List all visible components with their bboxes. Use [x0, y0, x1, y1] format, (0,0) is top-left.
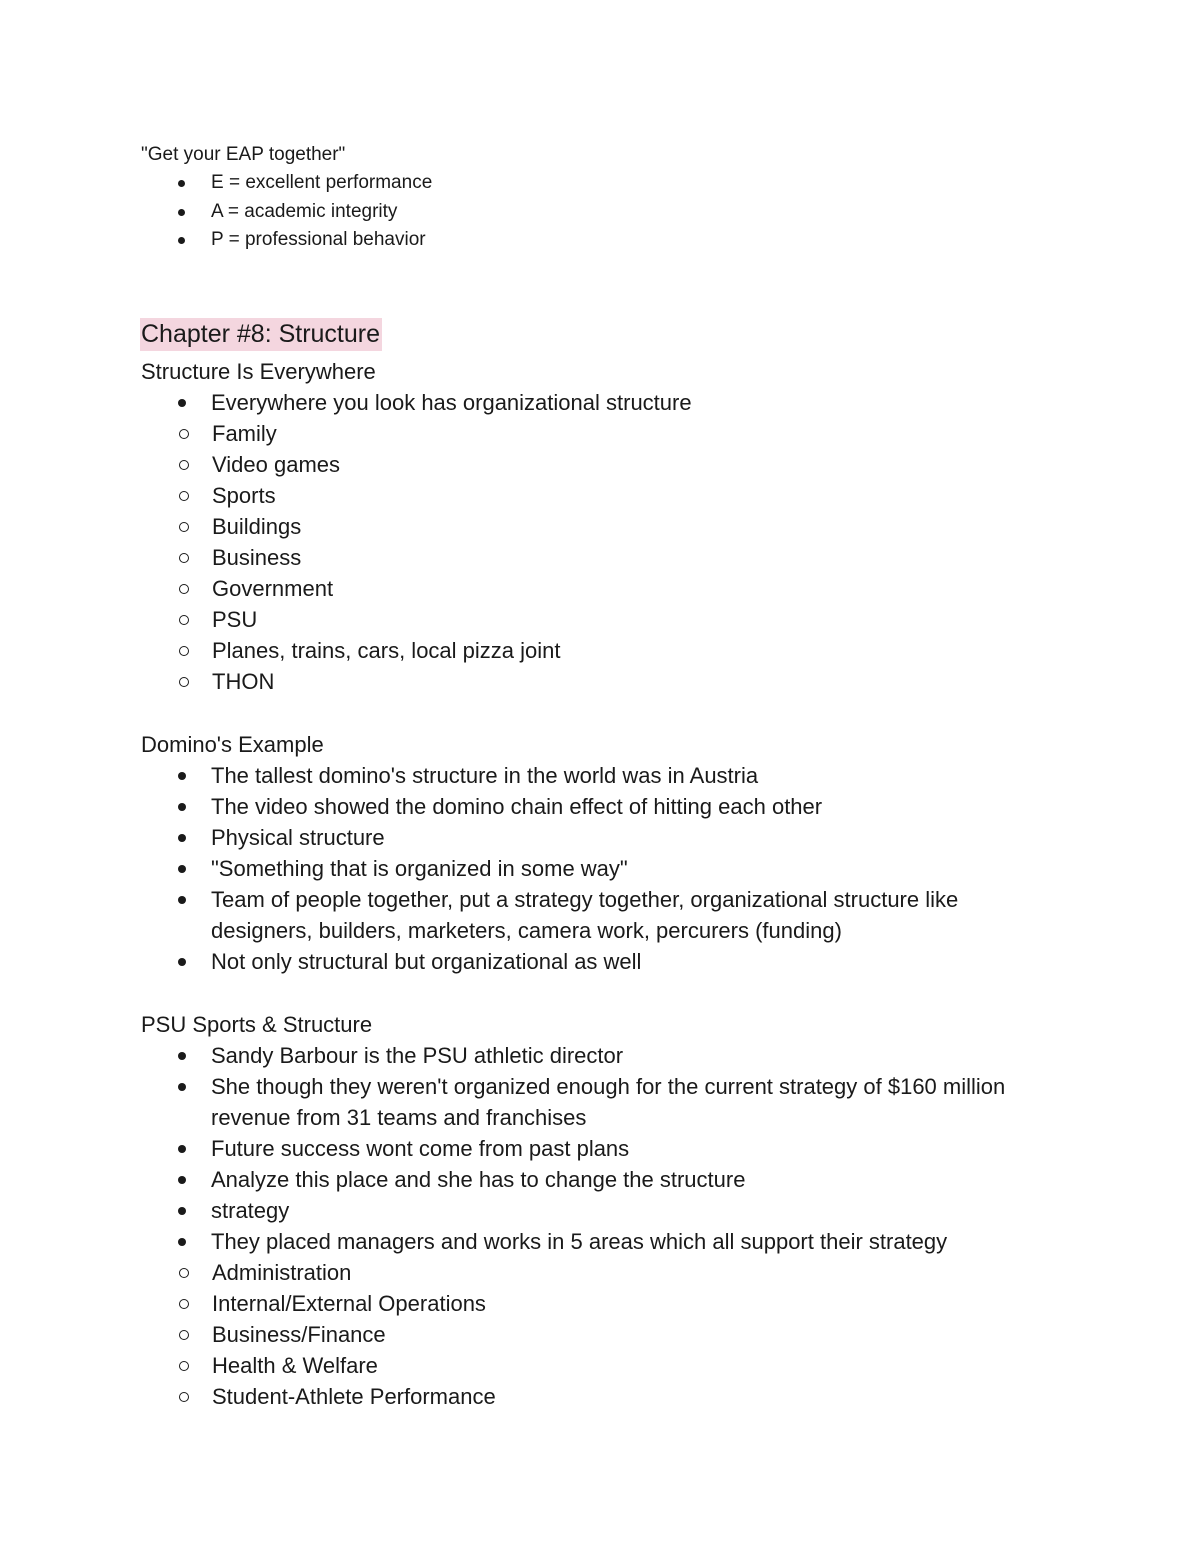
eap-title: "Get your EAP together"	[141, 144, 346, 165]
structure-sublist	[211, 418, 1061, 697]
hollow-bullet-icon	[179, 584, 189, 594]
list-item: The tallest domino's structure in the world was in Austria	[141, 760, 1061, 791]
section-heading: PSU Sports & Structure	[141, 1012, 373, 1037]
list-item: Team of people together, put a strategy together, organizational structure like designers, builders, marketers, camera work, percurers (funding)	[141, 884, 1061, 946]
structure-list	[141, 387, 1061, 418]
bullet-icon	[178, 1176, 186, 1184]
dominos-section	[141, 729, 1061, 977]
sublist-item: Government	[141, 573, 1061, 604]
hollow-bullet-icon	[179, 1392, 189, 1402]
hollow-bullet-icon	[179, 1299, 189, 1309]
hollow-bullet-icon	[179, 677, 189, 687]
list-item: E = excellent performance	[141, 169, 1041, 198]
list-item: strategy	[141, 1195, 1061, 1226]
bullet-icon	[178, 803, 186, 811]
list-item: They placed managers and works in 5 areas which all support their strategy	[141, 1226, 1061, 1257]
eap-list	[141, 169, 1041, 255]
sublist-item: THON	[141, 666, 1061, 697]
list-item: Analyze this place and she has to change the structure	[141, 1164, 1061, 1195]
sublist-item: Student-Athlete Performance	[141, 1381, 1061, 1412]
hollow-bullet-icon	[179, 1361, 189, 1371]
hollow-bullet-icon	[179, 460, 189, 470]
list-item: The video showed the domino chain effect of hitting each other	[141, 791, 1061, 822]
psu-sports-sublist	[211, 1257, 1061, 1412]
hollow-bullet-icon	[179, 615, 189, 625]
bullet-icon	[178, 1207, 186, 1215]
bullet-icon	[178, 1083, 186, 1091]
list-item: Physical structure	[141, 822, 1061, 853]
bullet-icon	[178, 1052, 186, 1060]
sublist-item: Buildings	[141, 511, 1061, 542]
list-item: Not only structural but organizational as well	[141, 946, 1061, 977]
hollow-bullet-icon	[179, 522, 189, 532]
sublist-item: Health & Welfare	[141, 1350, 1061, 1381]
sublist-item: PSU	[141, 604, 1061, 635]
bullet-icon	[178, 834, 186, 842]
sublist-item: Internal/External Operations	[141, 1288, 1061, 1319]
bullet-icon	[178, 399, 186, 407]
sublist-item: Planes, trains, cars, local pizza joint	[141, 635, 1061, 666]
chapter-heading-wrap	[141, 318, 382, 351]
list-item: Future success wont come from past plans	[141, 1133, 1061, 1164]
sublist-item: Sports	[141, 480, 1061, 511]
psu-sports-section	[141, 1009, 1061, 1412]
bullet-icon	[178, 772, 186, 780]
structure-everywhere-section	[141, 356, 1061, 697]
chapter-title: Chapter #8: Structure	[140, 318, 382, 351]
hollow-bullet-icon	[179, 1268, 189, 1278]
bullet-icon	[178, 896, 186, 904]
list-item: Everywhere you look has organizational structure	[141, 387, 1061, 418]
list-item: A = academic integrity	[141, 198, 1041, 227]
eap-section	[141, 141, 1041, 255]
list-item: P = professional behavior	[141, 226, 1041, 255]
sublist-item: Business	[141, 542, 1061, 573]
section-heading: Domino's Example	[141, 732, 324, 757]
hollow-bullet-icon	[179, 491, 189, 501]
sublist-item: Video games	[141, 449, 1061, 480]
bullet-icon	[178, 180, 185, 187]
bullet-icon	[178, 958, 186, 966]
hollow-bullet-icon	[179, 646, 189, 656]
list-item: She though they weren't organized enough for the current strategy of $160 million revenue from 31 teams and franchises	[141, 1071, 1061, 1133]
hollow-bullet-icon	[179, 429, 189, 439]
list-item: "Something that is organized in some way"	[141, 853, 1061, 884]
bullet-icon	[178, 1145, 186, 1153]
hollow-bullet-icon	[179, 553, 189, 563]
bullet-icon	[178, 865, 186, 873]
sublist-item: Administration	[141, 1257, 1061, 1288]
dominos-list	[141, 760, 1061, 977]
psu-sports-list	[141, 1040, 1061, 1257]
sublist-item: Family	[141, 418, 1061, 449]
sublist-item: Business/Finance	[141, 1319, 1061, 1350]
bullet-icon	[178, 1238, 186, 1246]
hollow-bullet-icon	[179, 1330, 189, 1340]
bullet-icon	[178, 209, 185, 216]
section-heading: Structure Is Everywhere	[141, 359, 376, 384]
list-item: Sandy Barbour is the PSU athletic director	[141, 1040, 1061, 1071]
bullet-icon	[178, 237, 185, 244]
